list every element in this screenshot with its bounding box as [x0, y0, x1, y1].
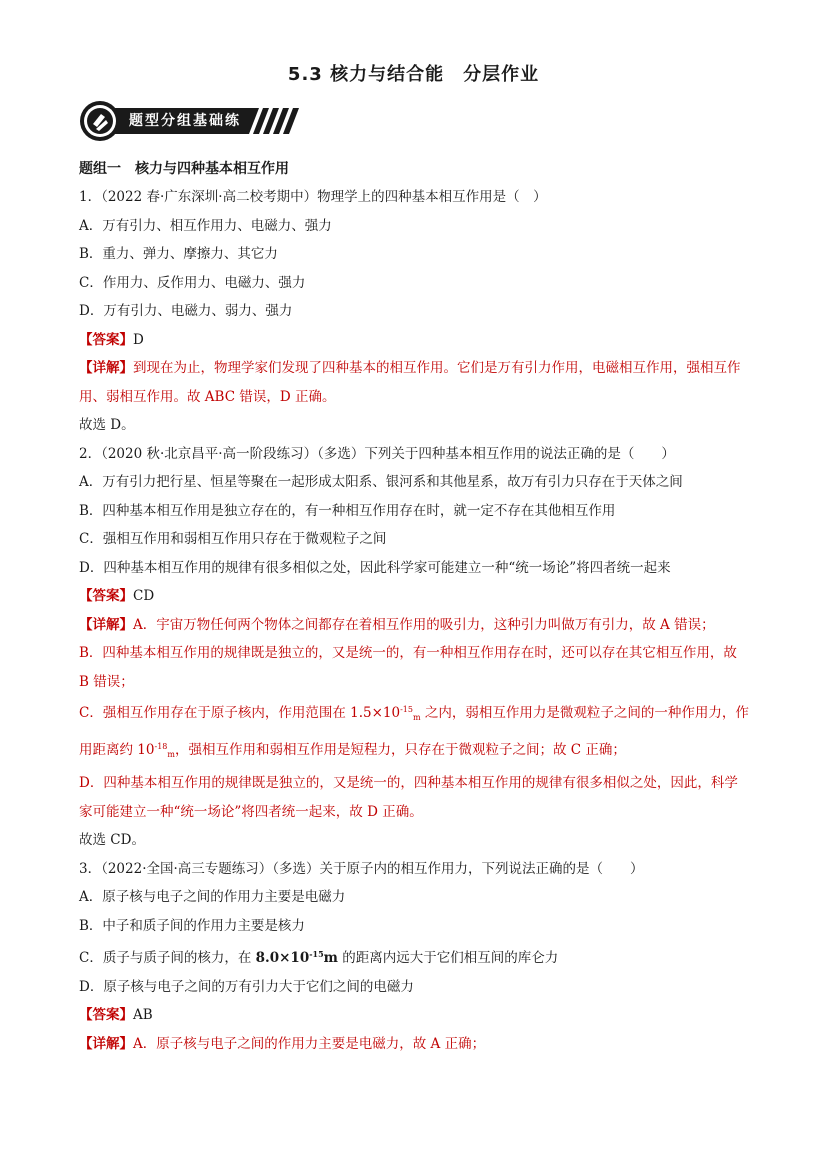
question-2-option-d: D．四种基本相互作用的规律有很多相似之处，因此科学家可能建立一种“统一场论”将四者统一起来: [79, 559, 671, 576]
exponent: -18: [154, 741, 168, 751]
question-2-answer: [79, 582, 749, 611]
question-2-detail-c: [79, 696, 749, 769]
answer-value: CD: [133, 588, 155, 604]
question-3-stem: 3．（2022·全国·高三专题练习）（多选）关于原子内的相互作用力，下列说法正确的是（ ）: [79, 860, 644, 877]
unit: m: [167, 749, 175, 759]
question-1-stem: 1．（2022 春·广东深圳·高二校考期中）物理学上的四种基本相互作用是（ ）: [79, 189, 547, 205]
detail-tag: 【详解】: [79, 616, 133, 633]
question-3-option-a: A．原子核与电子之间的作用力主要是电磁力: [79, 889, 346, 905]
question-2-option-a: A．万有引力把行星、恒星等聚在一起形成太阳系、银河系和其他星系，故万有引力只存在于天体之间: [79, 474, 683, 490]
banner-label: 题型分组基础练: [129, 113, 241, 129]
question-3-option-b: B．中子和质子间的作用力主要是核力: [79, 917, 305, 934]
exponent: -15: [400, 705, 413, 714]
question-1-conclusion: 故选 D。: [79, 417, 135, 433]
option-c-part1: C．质子与质子间的核力，在: [79, 950, 256, 966]
detail-text: A．宇宙万物任何两个物体之间都存在着相互作用的吸引力，这种引力叫做万有引力，故 A 错误；: [133, 616, 715, 633]
question-3-option-d: D．原子核与电子之间的万有引力大于它们之间的电磁力: [79, 978, 414, 995]
answer-tag: 【答案】: [79, 1007, 133, 1023]
page-title: 5.3 核力与结合能 分层作业: [287, 64, 540, 85]
question-3-option-c: [79, 940, 749, 973]
question-2-detail-d: D．四种基本相互作用的规律既是独立的，又是统一的，四种基本相互作用的规律有很多相似之处，因此，科学家可能建立一种“统一场论”将四者统一起来，故 D 正确。: [79, 775, 738, 820]
question-1-option-a: A．万有引力、相互作用力、电磁力、强力: [79, 217, 332, 234]
answer-value: D: [133, 331, 144, 348]
answer-tag: 【答案】: [79, 331, 133, 348]
detail-c-part1: C．强相互作用存在于原子核内，作用范围在 1.5×10: [79, 705, 401, 721]
detail-text: 到现在为止，物理学家们发现了四种基本的相互作用。它们是万有引力作用，电磁相互作用，强相互作用、弱相互作用。故 ABC 错误，D 正确。: [79, 360, 741, 405]
question-2-stem: 2．（2020 秋·北京昌平·高一阶段练习）（多选）下列关于四种基本相互作用的说法正确的是（ ）: [79, 445, 675, 462]
section-banner: [79, 100, 299, 142]
question-1-option-b: B．重力、弹力、摩擦力、其它力: [79, 246, 278, 262]
question-3-answer: [79, 1001, 749, 1030]
formula-number: 8.0×10: [255, 950, 310, 966]
detail-c-part2: 之内，弱相互作用力是微观粒子之间的一种作用力，作用距离约 10: [79, 705, 749, 758]
answer-tag: 【答案】: [79, 588, 133, 604]
question-1-detail: [79, 354, 749, 411]
detail-text: A．原子核与电子之间的作用力主要是电磁力，故 A 正确；: [133, 1035, 486, 1052]
question-1-option-c: C．作用力、反作用力、电磁力、强力: [79, 274, 306, 291]
question-1-answer: [79, 326, 749, 355]
question-2-conclusion: 故选 CD。: [79, 832, 145, 848]
question-2-detail-b: B．四种基本相互作用的规律既是独立的，又是统一的，有一种相互作用存在时，还可以存在其它相互作用，故 B 错误；: [79, 645, 737, 690]
option-c-part2: 的距离内远大于它们相互间的库仑力: [337, 950, 559, 966]
group-heading: 题组一 核力与四种基本相互作用: [79, 161, 289, 177]
question-3-detail: [79, 1030, 749, 1059]
unit: m: [323, 950, 338, 966]
question-2-option-b: B．四种基本相互作用是独立存在的，有一种相互作用存在时，就一定不存在其他相互作用: [79, 502, 616, 519]
question-content: [79, 155, 749, 1058]
detail-c-part3: ，强相互作用和弱相互作用是短程力，只存在于微观粒子之间；故 C 正确；: [174, 741, 626, 758]
question-1-option-d: D．万有引力、电磁力、弱力、强力: [79, 303, 293, 319]
exponent: -15: [309, 949, 324, 959]
detail-tag: 【详解】: [79, 1035, 133, 1052]
detail-tag: 【详解】: [79, 360, 133, 376]
unit: m: [412, 713, 421, 722]
question-2-detail-a: [79, 611, 749, 640]
question-2-option-c: C．强相互作用和弱相互作用只存在于微观粒子之间: [79, 531, 387, 547]
answer-value: AB: [133, 1007, 153, 1023]
